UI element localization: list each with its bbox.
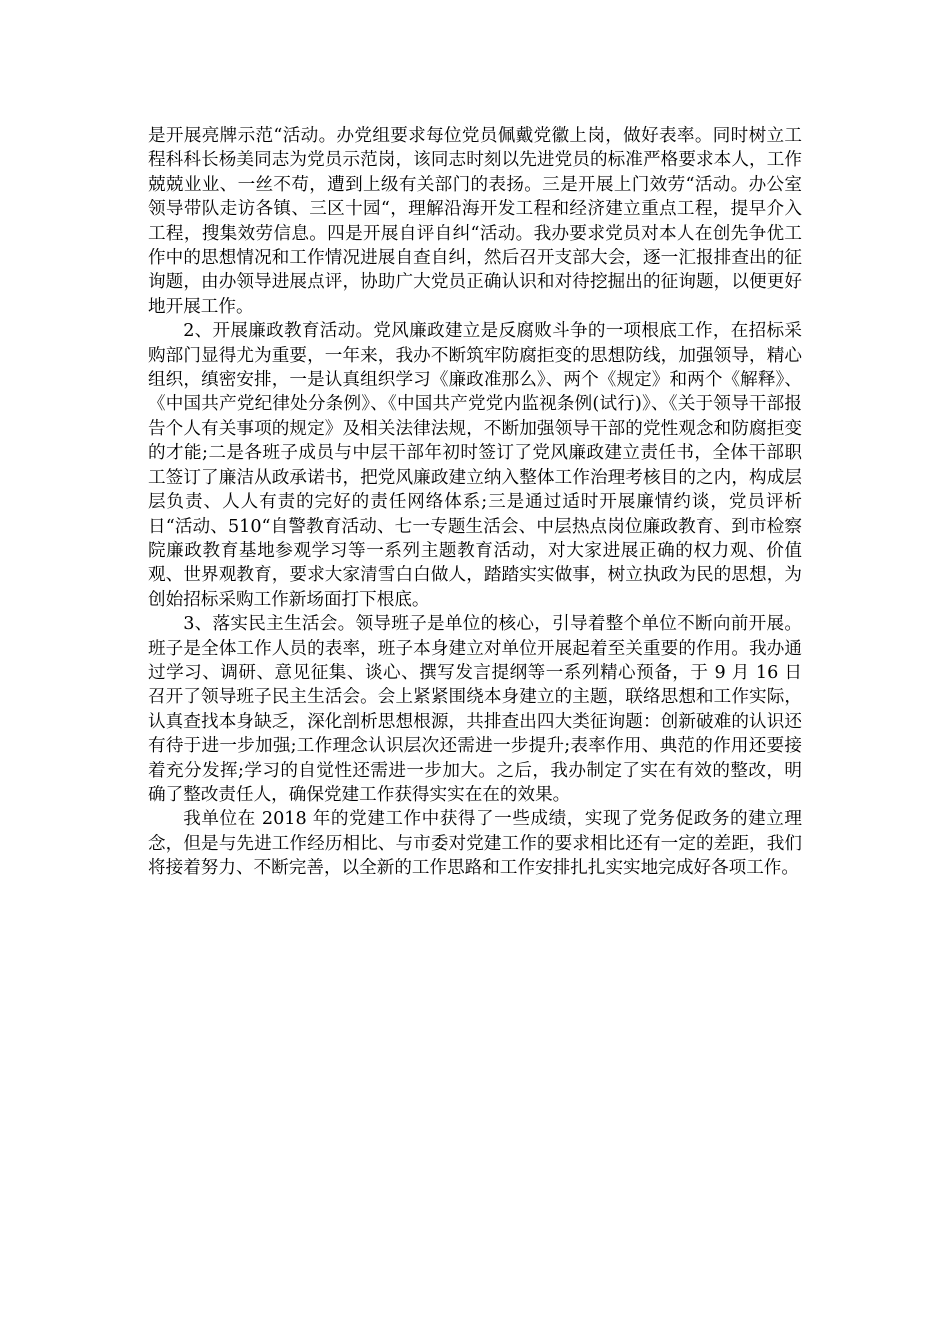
paragraph-4: 我单位在 2018 年的党建工作中获得了一些成绩，实现了党务促政务的建立理念，但是与先进工作经历相比、与市委对党建工作的要求相比还有一定的差距，我们将接着努力、不断完善，以全新的工作思路和工作安排扎扎实实地完成好各项工作。 xyxy=(148,809,802,879)
document-page xyxy=(148,124,802,881)
paragraph-2: 2、开展廉政教育活动。党风廉政建立是反腐败斗争的一项根底工作，在招标采购部门显得尤为重要，一年来，我办不断筑牢防腐拒变的思想防线，加强领导，精心组织，缜密安排，一是认真组织学习《廉政准那么》、两个《规定》和两个《解释》、《中国共产党纪律处分条例》、《中国共产党党内监视条例(试行)》、《关于领导干部报告个人有关事项的规定》及相关法律法规，不断加强领导干部的党性观念和防腐拒变的才能;二是各班子成员与中层干部年初时签订了党风廉政建立责任书，全体干部职工签订了廉洁从政承诺书，把党风廉政建立纳入整体工作治理考核目的之内，构成层层负责、人人有责的完好的责任网络体系;三是通过适时开展廉情约谈，党员评析日“活动、510“自警教育活动、七一专题生活会、中层热点岗位廉政教育、到市检察院廉政教育基地参观学习等一系列主题教育活动，对大家进展正确的权力观、价值观、世界观教育，要求大家清雪白白做人，踏踏实实做事，树立执政为民的思想，为创始招标采购工作新场面打下根底。 xyxy=(148,321,802,610)
paragraph-3: 3、落实民主生活会。领导班子是单位的核心，引导着整个单位不断向前开展。班子是全体工作人员的表率，班子本身建立对单位开展起着至关重要的作用。我办通过学习、调研、意见征集、谈心、撰写发言提纲等一系列精心预备，于 9 月 16 日召开了领导班子民主生活会。会上紧紧围绕本身建立的主题，联络思想和工作实际，认真查找本身缺乏，深化剖析思想根源，共排查出四大类征询题：创新破难的认识还有待于进一步加强;工作理念认识层次还需进一步提升;表率作用、典范的作用还要接着充分发挥;学习的自觉性还需进一步加大。之后，我办制定了实在有效的整改，明确了整改责任人，确保党建工作获得实实在在的效果。 xyxy=(148,614,802,805)
paragraph-1: 是开展亮牌示范“活动。办党组要求每位党员佩戴党徽上岗，做好表率。同时树立工程科科长杨美同志为党员示范岗，该同志时刻以先进党员的标准严格要求本人，工作兢兢业业、一丝不苟，遭到上级有关部门的表扬。三是开展上门效劳“活动。办公室领导带队走访各镇、三区十园“，理解沿海开发工程和经济建立重点工程，提早介入工程，搜集效劳信息。四是开展自评自纠“活动。我办要求党员对本人在创先争优工作中的思想情况和工作情况进展自查自纠，然后召开支部大会，逐一汇报排查出的征询题，由办领导进展点评，协助广大党员正确认识和对待挖掘出的征询题，以便更好地开展工作。 xyxy=(148,126,802,317)
